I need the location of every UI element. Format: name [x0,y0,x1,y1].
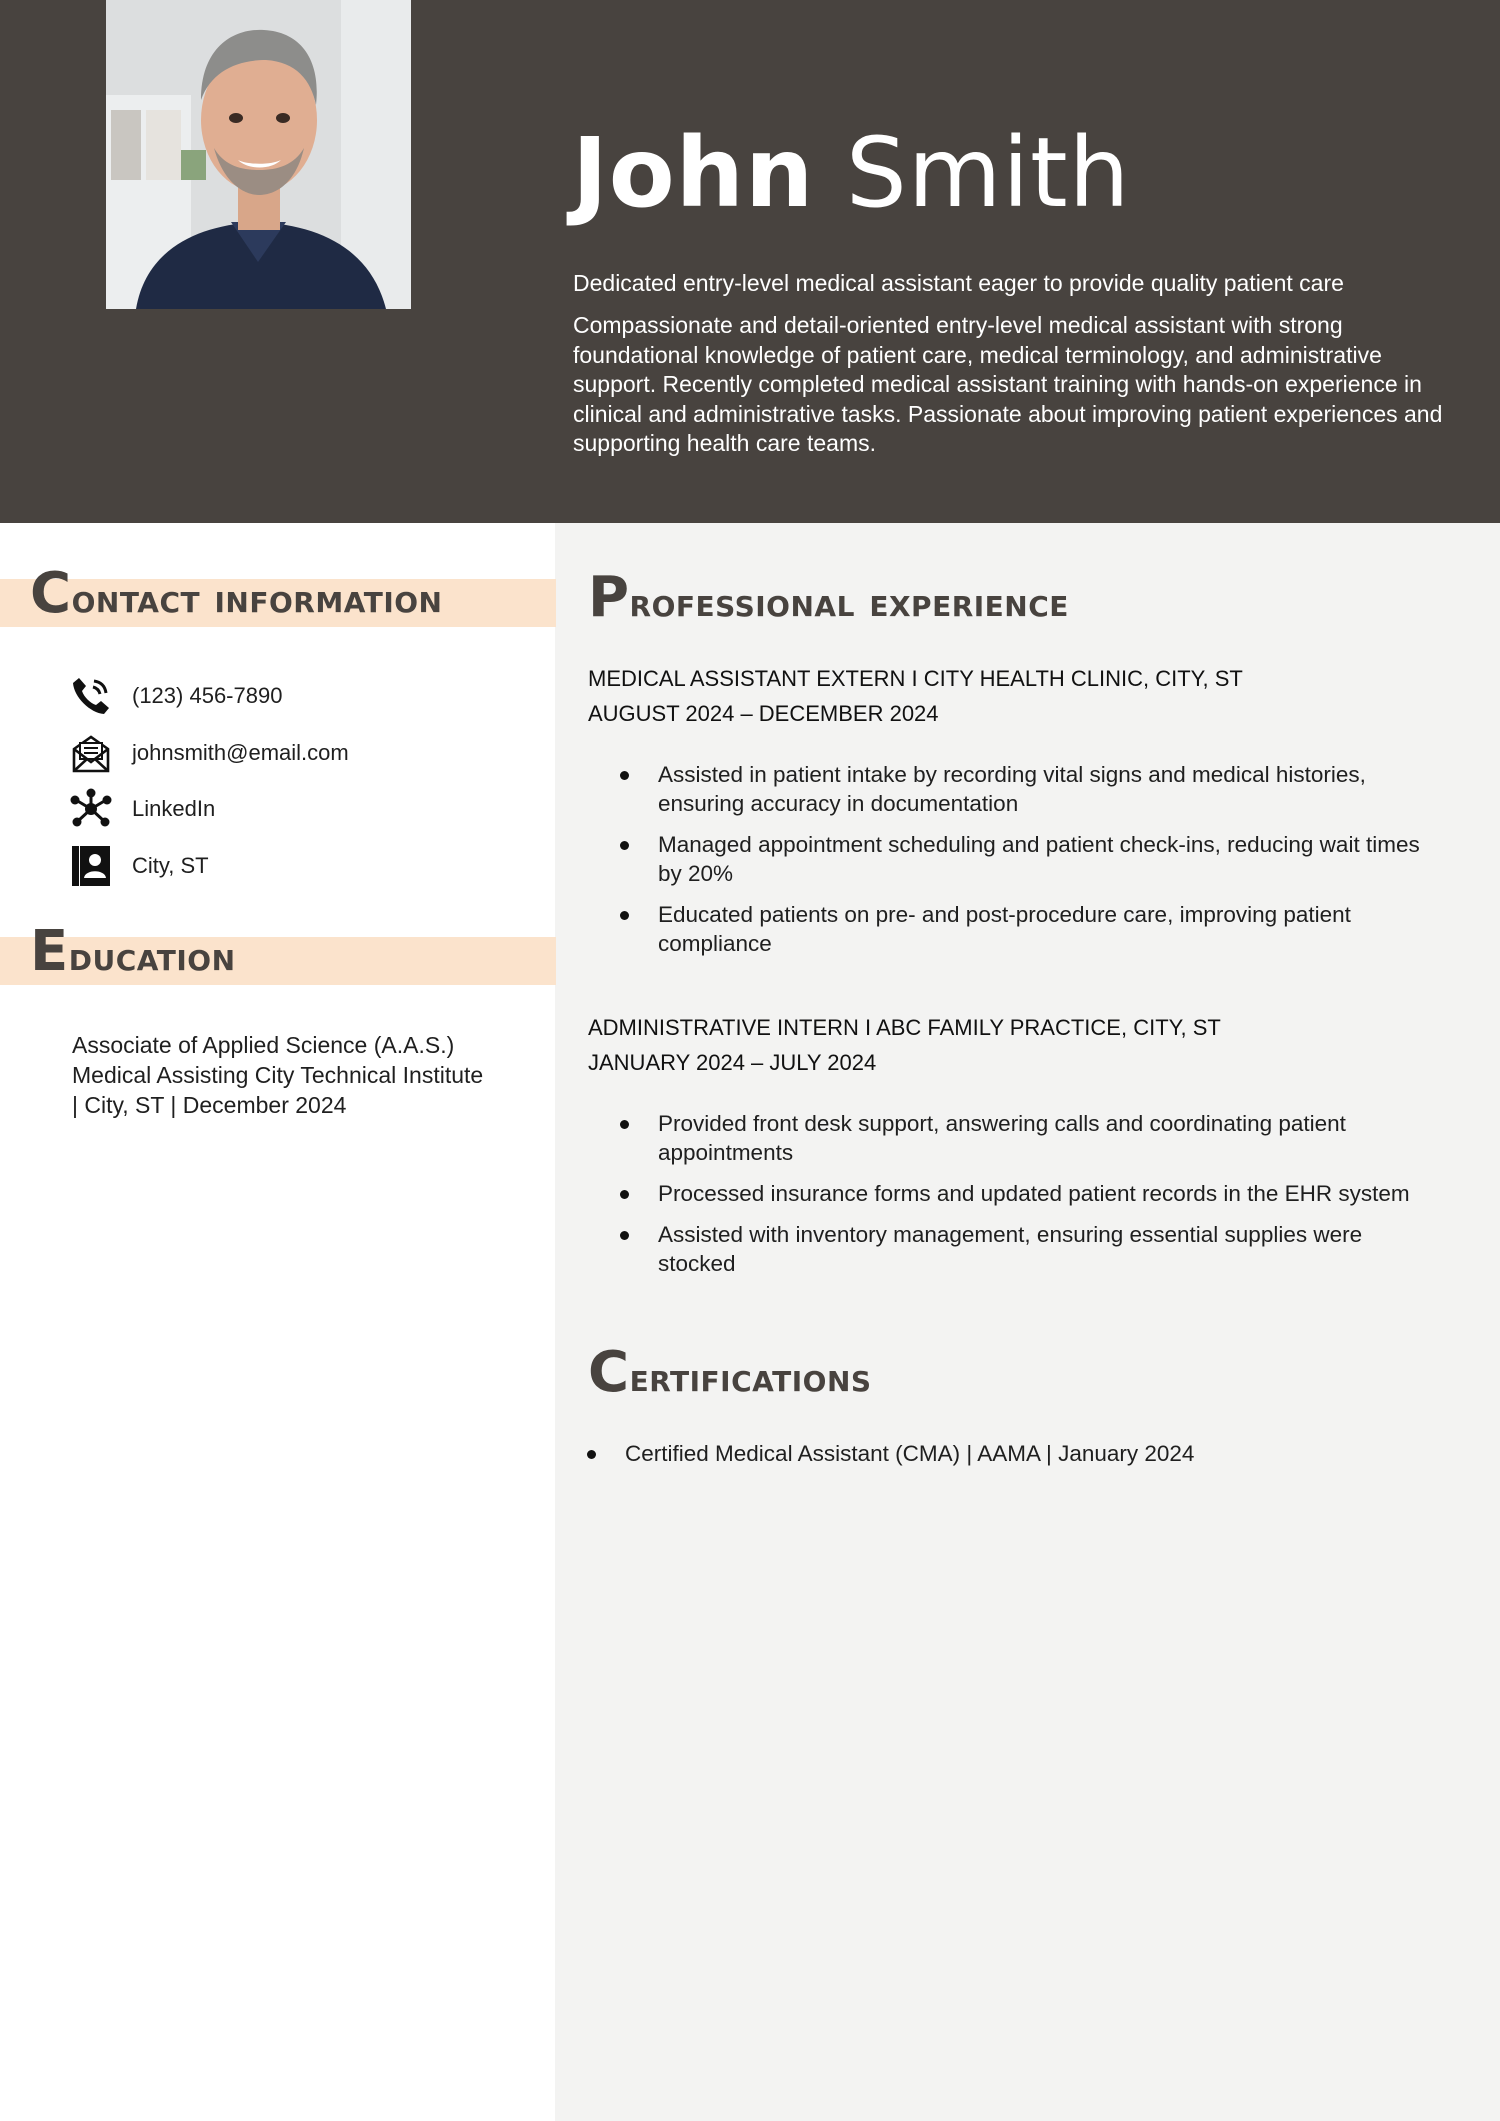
education-location-date: | City, ST | December 2024 [72,1092,347,1118]
list-item: Assisted in patient intake by recording vital signs and medical histories, ensuring accuracy in documentation [620,760,1420,818]
contact-email[interactable] [70,725,349,782]
job-1-header [588,661,1243,731]
list-item: Provided front desk support, answering calls and coordinating patient appointments [620,1109,1420,1167]
job-2-title: ADMINISTRATIVE INTERN I ABC FAMILY PRACTICE, CITY, ST [588,1015,1221,1040]
job-2-bullets [620,1109,1420,1290]
contact-phone-text: (123) 456-7890 [132,683,283,709]
job-1-dates: AUGUST 2024 – DECEMBER 2024 [588,701,939,726]
certifications-section-title: Certifications [588,1340,872,1405]
job-2-header [588,1010,1221,1080]
contact-location-text: City, ST [132,852,209,878]
job-2-dates: JANUARY 2024 – JULY 2024 [588,1050,877,1075]
summary: Compassionate and detail-oriented entry-level medical assistant with strong foundational knowledge of patient care, medical terminology, and administrative support. Recently completed medical assistant training with hands-on experience in clinical and administrative tasks. Passionate about improving patient experiences and supporting health care teams. [573,312,1443,456]
linkedin-icon [70,788,112,830]
candidate-name [572,118,1130,228]
email-icon [70,732,112,774]
experience-section-title: Professional experience [588,565,1069,630]
contact-phone[interactable] [70,668,349,725]
job-1-bullets [620,760,1420,970]
header-banner [0,0,1500,523]
list-item: Managed appointment scheduling and patient check-ins, reducing wait times by 20% [620,830,1420,888]
last-name: Smith [845,117,1131,229]
job-1-title: MEDICAL ASSISTANT EXTERN I CITY HEALTH CLINIC, CITY, ST [588,666,1243,691]
education-entry [72,1030,522,1120]
contact-list [70,668,349,894]
certifications-list [585,1439,1435,1469]
list-item: Certified Medical Assistant (CMA) | AAMA | January 2024 [585,1439,1435,1469]
contact-location [70,838,349,895]
contact-linkedin-text: LinkedIn [132,796,216,822]
education-school: Medical Assisting City Technical Institute [72,1062,484,1088]
contact-linkedin[interactable] [70,781,349,838]
tagline: Dedicated entry-level medical assistant eager to provide quality patient care [573,270,1344,296]
education-degree: Associate of Applied Science (A.A.S.) [72,1032,455,1058]
phone-icon [70,675,112,717]
list-item: Assisted with inventory management, ensuring essential supplies were stocked [620,1220,1420,1278]
education-section-title: Education [30,919,236,984]
contact-section-title: Contact information [30,561,443,626]
profile-photo [106,0,411,309]
list-item: Processed insurance forms and updated patient records in the EHR system [620,1179,1420,1208]
contact-email-text: johnsmith@email.com [132,739,349,765]
list-item: Educated patients on pre- and post-procedure care, improving patient compliance [620,900,1420,958]
first-name: John [572,117,815,229]
location-icon [70,845,112,887]
